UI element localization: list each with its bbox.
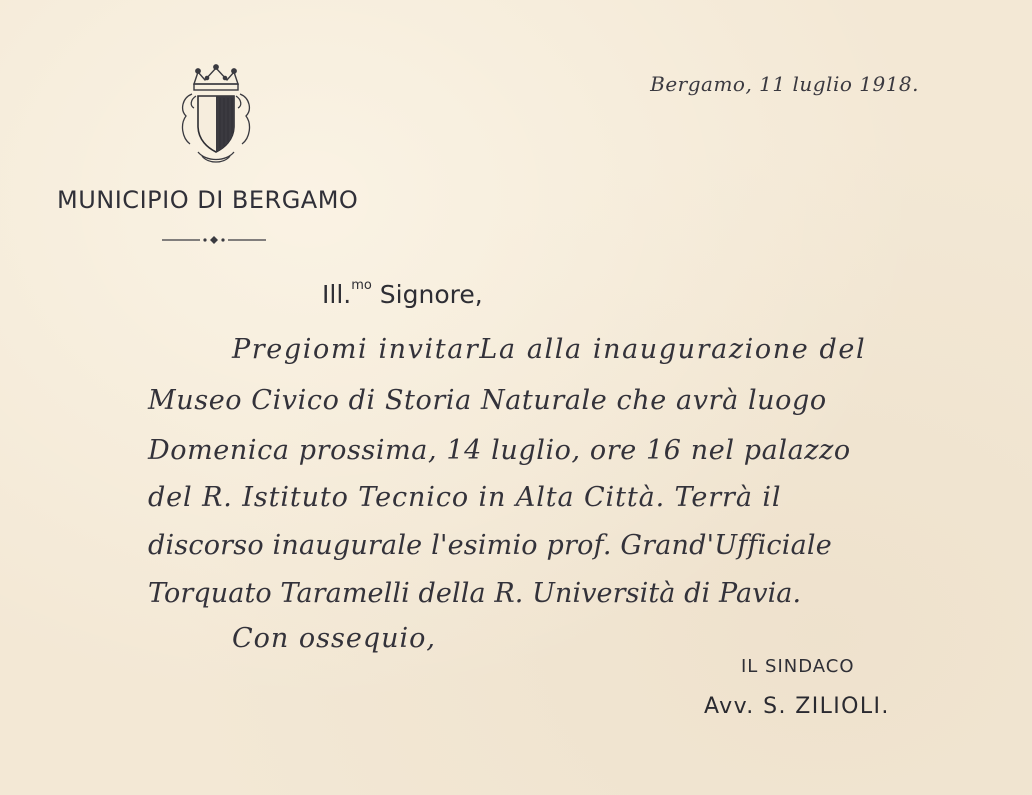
divider-ornament-icon: [162, 233, 266, 247]
body-line: Torquato Taramelli della R. Università di Pavia.: [148, 578, 802, 609]
signature-title: IL SINDACO: [741, 656, 855, 677]
body-line: del R. Istituto Tecnico in Alta Città. Terrà il: [148, 482, 782, 513]
coat-of-arms-icon: [178, 64, 254, 168]
salutation-title: Ill.: [322, 280, 352, 309]
body-line: Pregiomi invitarLa alla inaugurazione del: [232, 334, 867, 365]
header-title: MUNICIPIO DI BERGAMO: [57, 186, 359, 214]
body-line: Museo Civico di Storia Naturale che avrà luogo: [148, 385, 827, 416]
body-line: Domenica prossima, 14 luglio, ore 16 nel palazzo: [148, 435, 851, 466]
dateline: Bergamo, 11 luglio 1918.: [650, 72, 919, 96]
salutation-rest: Signore,: [371, 280, 483, 309]
salutation: [322, 280, 483, 309]
closing-line: Con ossequio,: [232, 623, 436, 654]
signature-name: Avv. S. ZILIOLI.: [704, 694, 890, 719]
salutation-sup: mo: [351, 278, 372, 293]
body-line: discorso inaugurale l'esimio prof. Grand'Ufficiale: [148, 530, 832, 561]
